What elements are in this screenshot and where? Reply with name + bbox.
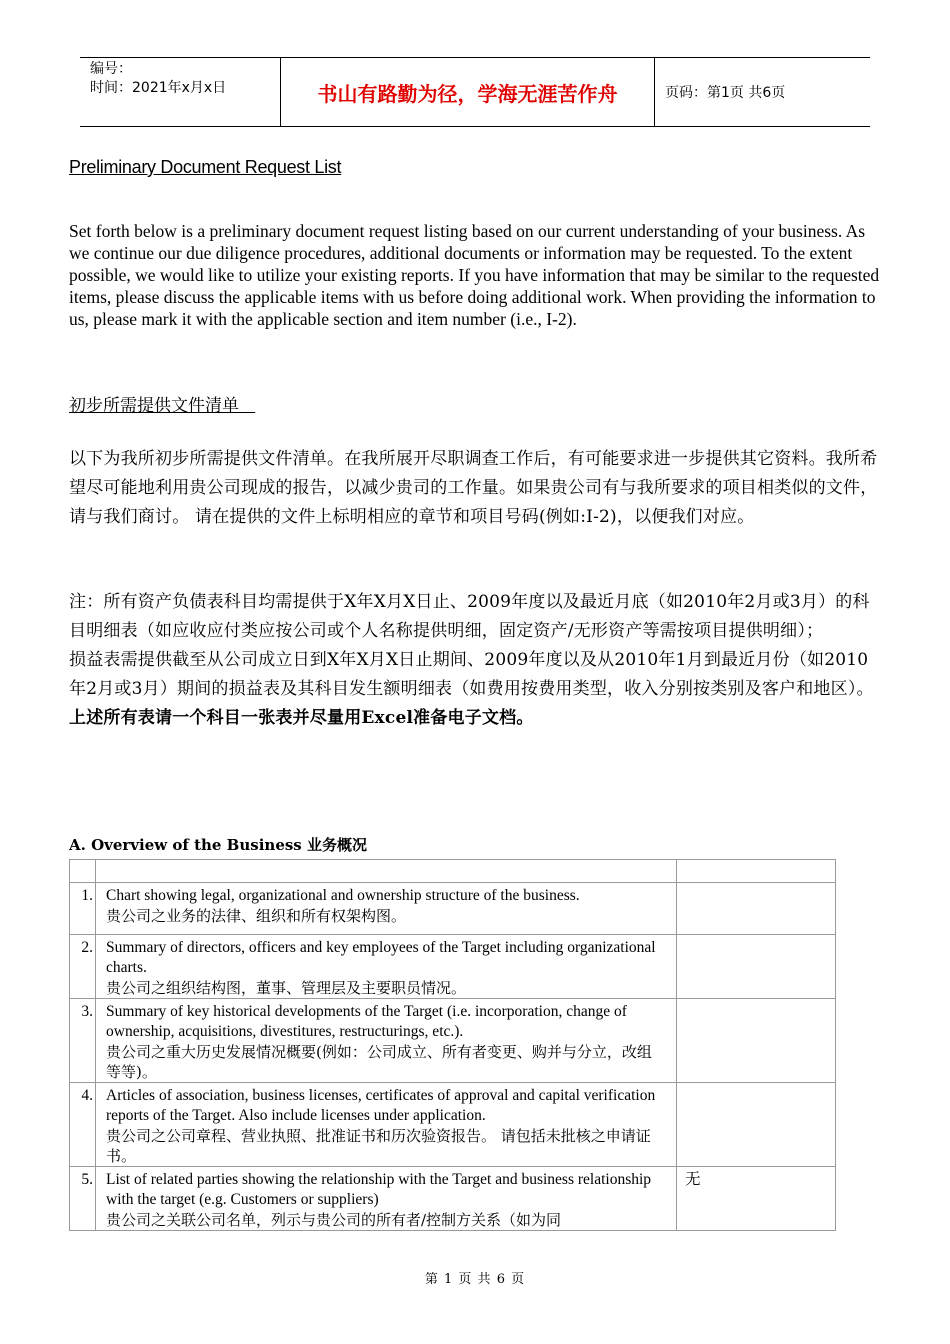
item-response [677, 1083, 836, 1167]
item-number: 3. [70, 999, 96, 1083]
header-page-code: 页码：第1页 共6页 [665, 85, 786, 101]
item-text-cn: 贵公司之组织结构图，董事、管理层及主要职员情况。 [106, 979, 467, 997]
item-number: 2. [70, 935, 96, 999]
title-chinese-text: 初步所需提供文件清单 [69, 396, 239, 416]
title-chinese [69, 391, 255, 416]
header-motto: 书山有路勤为径，学海无涯苦作舟 [281, 58, 655, 126]
item-text-cn: 贵公司之重大历史发展情况概要(例如：公司成立、所有者变更、购并与分立，改组等等)。 [106, 1043, 652, 1081]
section-a-title: A. Overview of the Business 业务概况 [69, 836, 367, 854]
item-response [677, 935, 836, 999]
request-table [69, 859, 836, 1231]
page-header [80, 57, 870, 127]
note-balance-sheet: 注：所有资产负债表科目均需提供于X年X月X日止、2009年度以及最近月底（如2010年2月或3月）的科目明细表（如应收应付类应按公司或个人名称提供明细，固定资产/无形资产等需按项目提供明细）； [69, 592, 870, 641]
table-cell [70, 860, 96, 883]
intro-chinese: 以下为我所初步所需提供文件清单。在我所展开尽职调查工作后，有可能要求进一步提供其它资料。我所希望尽可能地利用贵公司现成的报告，以减少贵司的工作量。如果贵公司有与我所要求的项目相类似的文件，请与我们商讨。 请在提供的文件上标明相应的章节和项目号码(例如:I-2)，以便我们对应。 [69, 449, 878, 527]
item-description [96, 999, 677, 1083]
table-row [70, 935, 836, 999]
item-text-en: Chart showing legal, organizational and ownership structure of the business. [106, 887, 580, 904]
item-description [96, 883, 677, 935]
table-cell [677, 860, 836, 883]
time-label: 时间：2021年x月x日 [90, 80, 227, 96]
note-excel: 上述所有表请一个科目一张表并尽量用Excel准备电子文档。 [69, 708, 534, 728]
item-text-cn: 贵公司之业务的法律、组织和所有权架构图。 [106, 907, 407, 925]
title-english: Preliminary Document Request List [69, 157, 342, 177]
item-number: 1. [70, 883, 96, 935]
number-label: 编号： [90, 61, 132, 77]
table-row [70, 1083, 836, 1167]
table-row [70, 1167, 836, 1231]
table-row [70, 999, 836, 1083]
item-text-en: Articles of association, business licenses, certificates of approval and capital verification reports of the Target. Also include licenses under application. [106, 1087, 656, 1124]
item-description [96, 1083, 677, 1167]
item-description [96, 1167, 677, 1231]
note-block [69, 588, 884, 733]
item-text-en: Summary of key historical developments of the Target (i.e. incorporation, change of ownership, acquisitions, divestitures, restructurings, etc.). [106, 1003, 627, 1040]
table-row [70, 883, 836, 935]
item-response [677, 883, 836, 935]
request-table-body [70, 860, 836, 1231]
item-response [677, 999, 836, 1083]
page-footer: 第 1 页 共 6 页 [424, 1272, 526, 1287]
table-header-row [70, 860, 836, 883]
item-text-en: List of related parties showing the relationship with the Target and business relationship with the target (e.g. Customers or suppliers) [106, 1171, 652, 1208]
item-description [96, 935, 677, 999]
intro-english: Set forth below is a preliminary document request listing based on our current understanding of your business. As we continue our due diligence procedures, additional documents or information may be requested. To the extent possible, we would like to utilize your existing reports. If you have information that may be similar to the requested items, please discuss the applicable items with us before doing additional work. When providing the information to us, please mark it with the applicable section and item number (i.e., I-2). [69, 221, 880, 329]
item-text-en: Summary of directors, officers and key employees of the Target including organizational charts. [106, 939, 656, 976]
item-text-cn: 贵公司之关联公司名单，列示与贵公司的所有者/控制方关系（如为同 [106, 1211, 562, 1229]
item-response: 无 [677, 1167, 836, 1231]
item-text-cn: 贵公司之公司章程、营业执照、批准证书和历次验资报告。 请包括未批核之申请证书。 [106, 1127, 651, 1165]
item-number: 4. [70, 1083, 96, 1167]
header-info-cell [80, 58, 281, 126]
table-cell [96, 860, 677, 883]
note-income-statement: 损益表需提供截至从公司成立日到X年X月X日止期间、2009年度以及从2010年1月到最近月份（如2010年2月或3月）期间的损益表及其科目发生额明细表（如费用按费用类型，收入分别按类别及客户和地区）。 [69, 650, 874, 699]
item-number: 5. [70, 1167, 96, 1231]
